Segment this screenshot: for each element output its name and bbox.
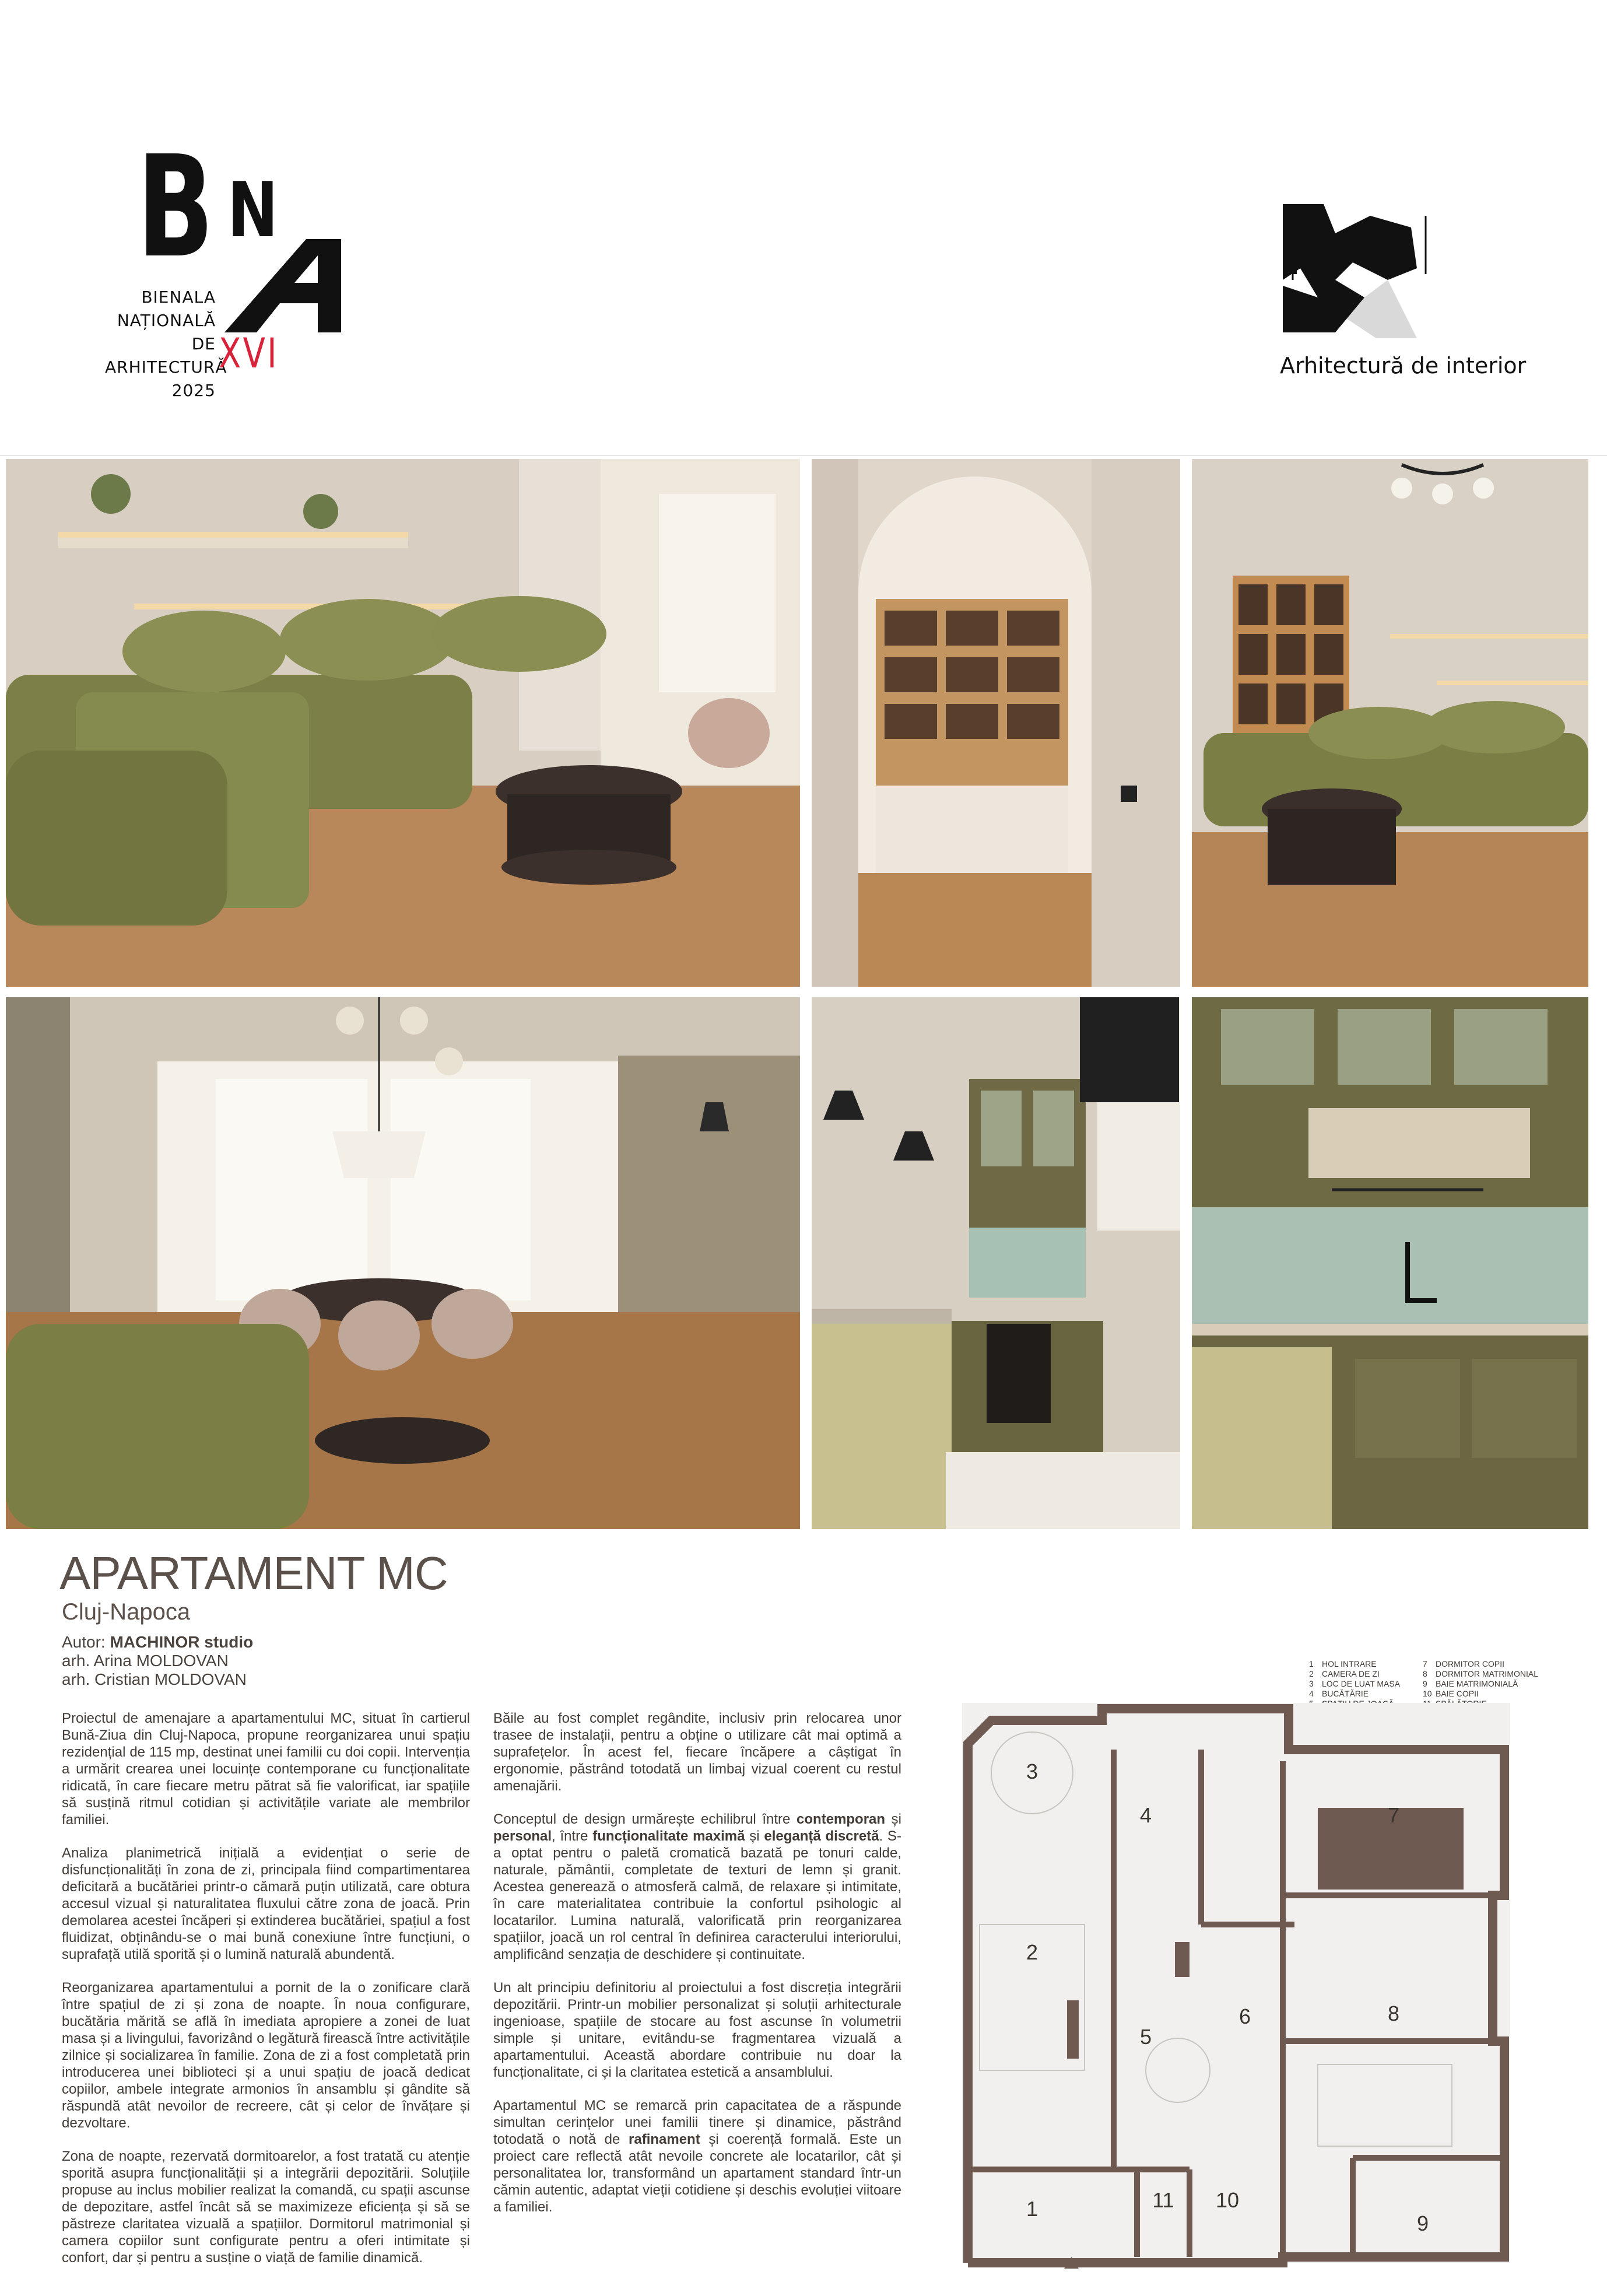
logo-text	[105, 286, 227, 402]
paragraph: Zona de noapte, rezervată dormitoarelor, a fost tratată cu atenție sporită asupra funcționalității și a integrării depozitării. Soluțiile propuse au inclus mobilier realizat la comandă, cu spații ascunse de depozitare, astfel încât să se maximizeze eficiența și să se păstreze claritatea vizuală a spațiilor. Dormitorul matrimonial și camera copiilor sunt configurate pentru a oferi intimitate și confort, dar și pentru a susține o viață de familie dinamică.	[62, 2148, 470, 2266]
logo-line-nationala: NAȚIONALĂ	[117, 311, 216, 330]
plan-room-7: 7	[1387, 1803, 1400, 1827]
plan-room-6: 6	[1238, 2004, 1251, 2028]
text-run: și	[745, 1828, 764, 1844]
author-name: MACHINOR studio	[110, 1633, 254, 1651]
legend-item: 1 HOL INTRARE	[1309, 1659, 1377, 1668]
legend-item: 7 DORMITOR COPII	[1423, 1659, 1504, 1668]
paragraph: Un alt principiu definitoriu al proiectului a fost discreția integrării depozitării. Printr-un mobilier personalizat și soluții arhitecturale ingenioase, spațiile de stocare au fost ascunse în volumetrii simple și unitare, evitându-se fragmentarea vizuală a apartamentului. Această abordare contribuie nu doar la funcționalitate, ci și la claritatea estetică a ansamblului.	[493, 1980, 901, 2080]
interior-architecture-icon	[1271, 192, 1446, 344]
legend-item: 10 BAIE COPII	[1423, 1689, 1479, 1698]
logo-edition: XVI	[219, 329, 279, 377]
text-run: , între	[552, 1828, 593, 1844]
text-run: . S-a optat pentru o paletă cromatică bazată pe tonuri calde, naturale, pământii, completate de texturi de lemn și granit. Acestea generează o atmosferă calmă, de relaxare și intimitate, în care materialitatea contribuie la confortul psihologic al locatarilor. Lumina naturală, valorificată prin reorganizarea spațiilor, joacă un rol central în definirea caracterului interiorului, amplificând senzația de deschidere și continuitate.	[493, 1828, 901, 1962]
header-divider	[0, 455, 1607, 456]
text-run: și coerență formală. Este un proiect care reflectă atât nevoile concrete ale locatarilor, cât și personalitatea lor, transformând un apartament standard într-un cămin autentic, adaptat vieții cotidiene și deschis evoluției viitoare a familiei.	[493, 2132, 902, 2215]
architect-2: arh. Cristian MOLDOVAN	[62, 1670, 247, 1688]
floor-plan	[945, 1691, 1528, 2274]
paragraph: Reorganizarea apartamentului a pornit de la o zonificare clară între spațiul de zi și zona de noapte. În noua configurare, bucătăria mărită se află în imediata apropiere a zonei de luat masa și a livingului, favorizând o legătură firească între activitățile zilnice și socializarea în familie. Zona de zi a fost completată prin introducerea unei biblioteci și a unui spațiu de joacă dedicat copiilor, ambele integrate armonios în ansamblu și gândite să răspundă atât nevoilor de recreere, cât și celor de învățare și dezvoltare.	[62, 1980, 470, 2131]
text-run: și	[885, 1811, 902, 1827]
logo-letter-b: B	[137, 125, 214, 289]
photo-kitchen	[812, 997, 1180, 1529]
photo-kitchen-detail	[1192, 997, 1588, 1529]
paragraph: Băile au fost complet regândite, inclusiv prin relocarea unor trasee de instalații, pentru a obține o utilizare cât mai optimă a suprafețelor. În acest fel, fiecare încăpere a câștigat în ergonomie, păstrând totodată un limbaj vizual coerent cu restul amenajării.	[493, 1710, 901, 1794]
plan-room-4: 4	[1139, 1803, 1152, 1827]
text-run: Apartamentul MC se remarcă prin capacitatea de a răspunde simultan cerințelor unei familii tinere și dinamice, păstrând totodată o notă de	[493, 2098, 901, 2147]
author-label: Autor:	[62, 1633, 106, 1651]
text-bold: rafinament	[629, 2132, 700, 2147]
text-column-1	[62, 1710, 470, 2283]
text-bold: contemporan	[797, 1811, 886, 1827]
legend-item: 3 LOC DE LUAT MASA	[1309, 1679, 1401, 1688]
paragraph-concept	[493, 1811, 901, 1963]
paragraph-conclusion	[493, 2097, 901, 2216]
plan-room-1: 1	[1026, 2197, 1038, 2221]
photo-living-sofa	[6, 459, 800, 987]
photo-living-wide	[1192, 459, 1588, 987]
author-line	[62, 1633, 253, 1652]
plan-room-3: 3	[1026, 1759, 1038, 1783]
logo-line-arhitectura: ARHITECTURĂ	[105, 357, 227, 377]
photo-arch-library	[812, 459, 1180, 987]
logo-line-year: 2025	[171, 381, 216, 400]
architect-1: arh. Arina MOLDOVAN	[62, 1652, 229, 1670]
plan-room-10: 10	[1215, 2188, 1240, 2212]
plan-room-2: 2	[1026, 1940, 1038, 1964]
text-bold: funcționalitate maximă	[592, 1828, 745, 1844]
text-bold: eleganță discretă	[764, 1828, 879, 1844]
plan-room-11: 11	[1152, 2188, 1174, 2212]
logo-letter-n: N	[227, 166, 279, 254]
plan-room-5: 5	[1139, 2025, 1152, 2049]
text-bold: personal	[493, 1828, 552, 1844]
legend-item: 4 BUCĂTĂRIE	[1309, 1689, 1369, 1698]
paragraph: Analiza planimetrică inițială a evidențiat o serie de disfuncționalități în zona de zi, principala fiind compartimentarea deficitară a bucătăriei printr-o cămară puțin utilizată, care obtura accesul vizual și naturalitatea fluxului către zona de joacă. Prin demolarea acestei încăperi și extinderea bucătăriei, spațiul a fost fluidizat, obținându-se o mai bună conexiune între funcțiuni, o suprafață utilă sporită și o lumină naturală abundentă.	[62, 1845, 470, 1962]
logo-line-de: DE	[191, 334, 216, 353]
bna-logo	[105, 125, 350, 405]
project-title: APARTAMENT MC	[59, 1547, 448, 1599]
project-city: Cluj-Napoca	[62, 1599, 191, 1625]
category-label: Arhitectură de interior	[1280, 353, 1527, 378]
plan-room-8: 8	[1387, 2001, 1400, 2025]
photo-dining	[6, 997, 800, 1529]
legend-item: 2 CAMERA DE ZI	[1309, 1669, 1380, 1678]
legend-item: 8 DORMITOR MATRIMONIAL	[1423, 1669, 1539, 1678]
paragraph: Proiectul de amenajare a apartamentului MC, situat în cartierul Bună-Ziua din Cluj-Napoca, propune reorganizarea unui spațiu rezidențial de 115 mp, destinat unei familii cu doi copii. Intervenția a urmărit crearea unei locuințe contemporane cu funcționalitate ridicată, în care fiecare metru pătrat să fie valorificat, iar spațiile să susțină ritmul cotidian și activitățile variate ale membrilor familiei.	[62, 1710, 470, 1828]
logo-letter-a-icon	[224, 239, 341, 332]
text-column-2	[493, 1710, 901, 2232]
plan-room-9: 9	[1416, 2211, 1429, 2235]
text-run: Conceptul de design urmărește echilibrul între	[493, 1811, 797, 1827]
logo-line-bienala: BIENALA	[141, 288, 216, 307]
legend-item: 9 BAIE MATRIMONIALĂ	[1423, 1679, 1518, 1688]
